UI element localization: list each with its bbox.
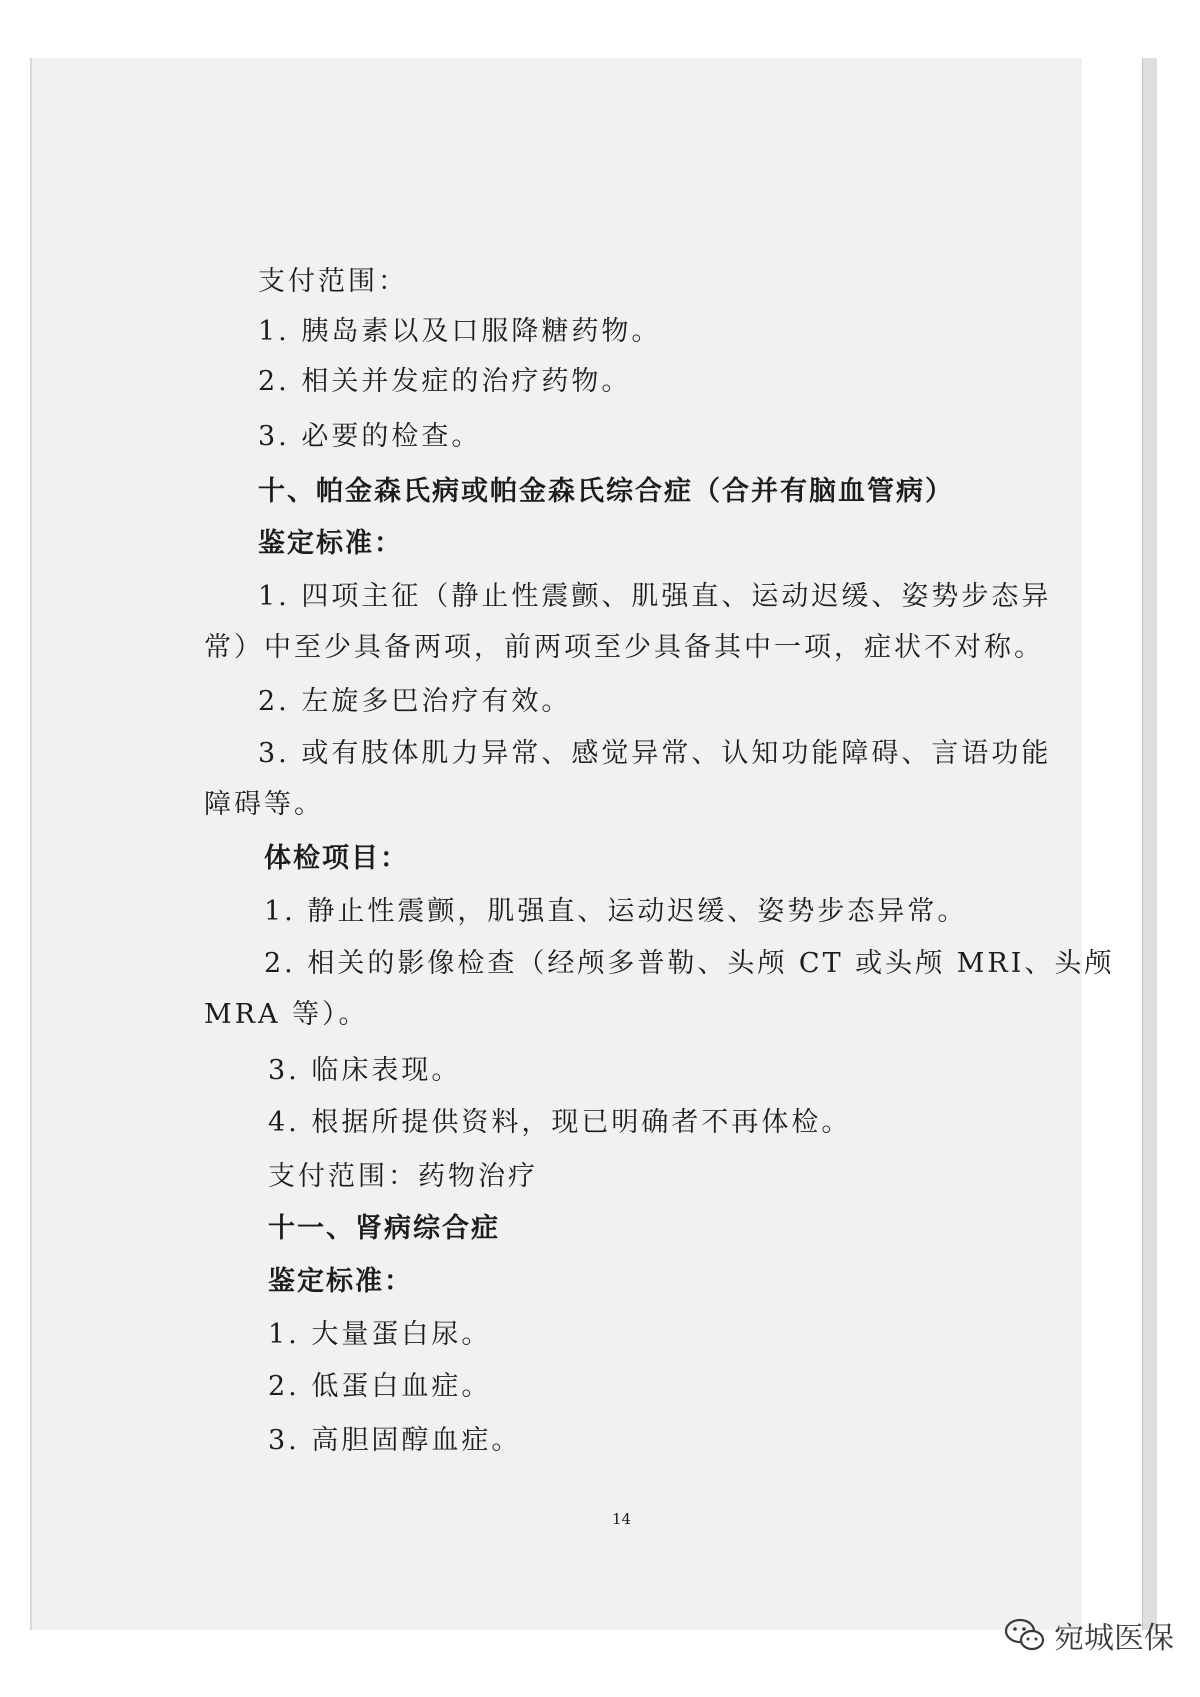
watermark — [1004, 1613, 1174, 1657]
subheading-criteria: 鉴定标准： — [258, 528, 403, 559]
text-line: 常）中至少具备两项，前两项至少具备其中一项，症状不对称。 — [204, 632, 1044, 663]
text-line: 3. 必要的检查。 — [258, 421, 482, 452]
page-number: 14 — [612, 1510, 632, 1528]
text-line: 1. 静止性震颤，肌强直、运动迟缓、姿势步态异常。 — [264, 896, 968, 927]
text-line: 1. 胰岛素以及口服降糖药物。 — [258, 316, 662, 347]
section-label-payment-scope: 支付范围： — [258, 266, 408, 297]
watermark-text: 宛城医保 — [1054, 1621, 1174, 1656]
subheading-exam-items: 体检项目： — [264, 843, 409, 874]
subheading-criteria: 鉴定标准： — [268, 1266, 413, 1297]
text-line: 3. 或有肢体肌力异常、感觉异常、认知功能障碍、言语功能 — [258, 738, 1052, 769]
text-line: 1. 大量蛋白尿。 — [268, 1319, 492, 1350]
text-line: 2. 相关并发症的治疗药物。 — [258, 366, 632, 397]
text-line: 2. 左旋多巴治疗有效。 — [258, 686, 572, 717]
text-line: 支付范围：药物治疗 — [268, 1161, 538, 1192]
text-line: 4. 根据所提供资料，现已明确者不再体检。 — [268, 1107, 852, 1138]
text-line: 1. 四项主征（静止性震颤、肌强直、运动迟缓、姿势步态异 — [258, 581, 1052, 612]
section-heading-nephrotic: 十一、肾病综合症 — [268, 1213, 500, 1244]
text-line: 2. 相关的影像检查（经颅多普勒、头颅 CT 或头颅 MRI、头颅 — [264, 948, 1115, 979]
text-line: 2. 低蛋白血症。 — [268, 1371, 492, 1402]
section-heading-parkinsons: 十、帕金森氏病或帕金森氏综合症（合并有脑血管病） — [258, 476, 954, 507]
text-line: 障碍等。 — [204, 789, 324, 820]
text-line: 3. 临床表现。 — [268, 1055, 462, 1086]
text-line: MRA 等）。 — [204, 999, 369, 1030]
wechat-icon — [1004, 1617, 1046, 1653]
text-line: 3. 高胆固醇血症。 — [268, 1425, 522, 1456]
